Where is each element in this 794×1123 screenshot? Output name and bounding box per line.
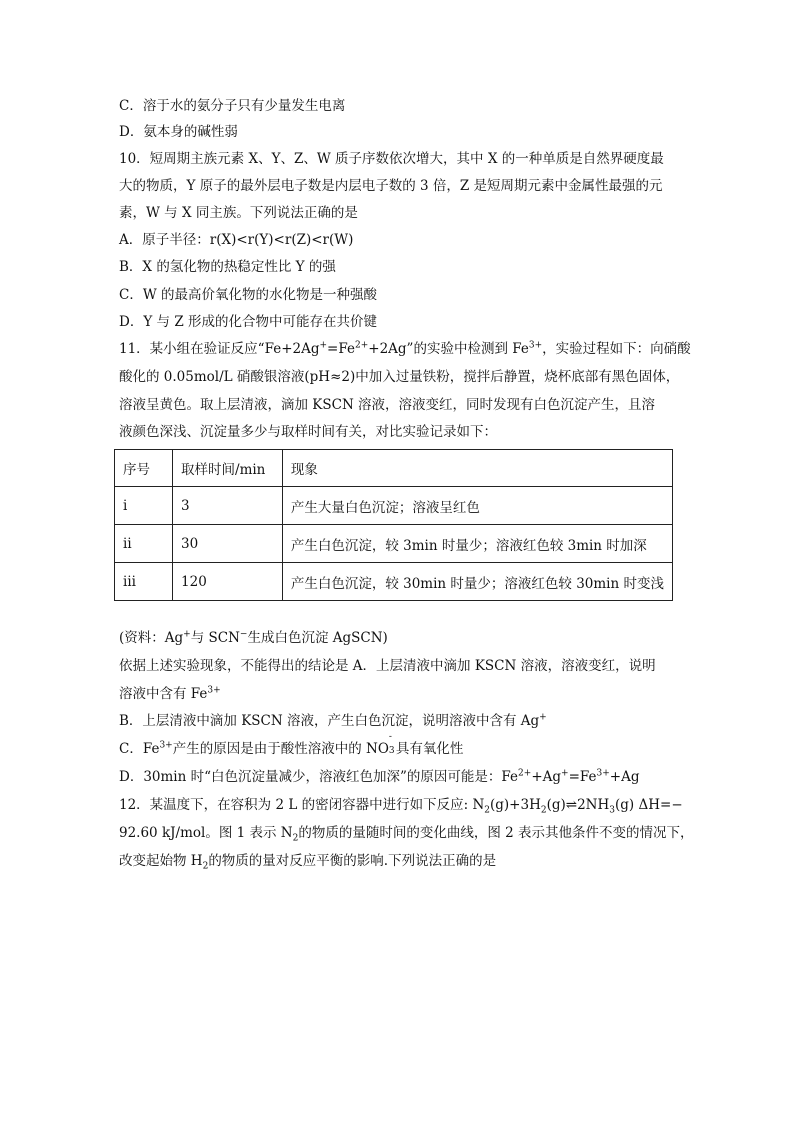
option-text: +Ag xyxy=(531,769,562,785)
superscript: 3+ xyxy=(159,740,173,751)
table-row xyxy=(115,487,673,525)
q12-text: 12．某温度下，在容积为 2 L 的密闭容器中进行如下反应: N xyxy=(119,797,485,813)
q12-stem-line-1 xyxy=(119,796,683,814)
equilibrium-arrow-icon: ⇌ xyxy=(565,797,578,813)
superscript: + xyxy=(319,340,328,351)
superscript: + xyxy=(183,629,191,640)
q10-option-c: C．W 的最高价氧化物的水化物是一种强酸 xyxy=(119,287,377,303)
option-text: 产生的原因是由于酸性溶液中的 NO xyxy=(172,741,389,757)
table-cell: 3 xyxy=(173,487,283,525)
q11-option-c xyxy=(119,732,464,758)
option-text: D．30min 时“白色沉淀量减少，溶液红色加深”的原因可能是：Fe xyxy=(119,769,519,785)
superscript: + xyxy=(539,712,547,723)
nitrate-scripts: - 3 xyxy=(388,732,395,756)
note-text: 与 SCN xyxy=(190,630,240,646)
table-cell: 30 xyxy=(173,525,283,563)
superscript: + xyxy=(561,768,569,779)
option-text: =Fe xyxy=(568,769,597,785)
q12-text: (g) xyxy=(546,797,566,813)
table-row xyxy=(115,563,673,601)
q11-note xyxy=(119,629,388,647)
q11-option-d xyxy=(119,768,639,786)
q12-text: (g) ΔH=− xyxy=(615,797,683,813)
q10-stem-line-2: 大的物质，Y 原子的最外层电子数是内层电子数的 3 倍，Z 是短周期元素中金属性最强的元 xyxy=(119,178,663,194)
option-text: B．上层清液中滴加 KSCN 溶液，产生白色沉淀，说明溶液中含有 Ag xyxy=(119,713,540,729)
superscript: 3+ xyxy=(207,685,221,696)
q12-text: 改变起始物 H xyxy=(119,853,203,869)
q12-text: 92.60 kJ/mol。图 1 表示 N xyxy=(119,825,293,841)
superscript: − xyxy=(239,629,248,640)
table-header-cell: 现象 xyxy=(282,450,672,487)
table-cell: ⅰ xyxy=(115,487,173,525)
table-header-row xyxy=(115,450,673,487)
q12-text: 的物质的量对反应平衡的影响.下列说法正确的是 xyxy=(208,853,497,869)
table-cell: 产生大量白色沉淀；溶液呈红色 xyxy=(282,487,672,525)
superscript: 2+ xyxy=(354,340,369,351)
subscript: 2 xyxy=(484,805,490,816)
experiment-table xyxy=(114,449,673,601)
table-cell: 产生白色沉淀，较 3min 时量少；溶液红色较 3min 时加深 xyxy=(282,525,672,563)
table-cell: 产生白色沉淀，较 30min 时量少；溶液红色较 30min 时变浅 xyxy=(282,563,672,601)
subscript: 2 xyxy=(202,861,209,872)
superscript: 2+ xyxy=(518,768,532,779)
q12-text: (g)+3H xyxy=(490,797,541,813)
table-cell: ⅱ xyxy=(115,525,173,563)
subscript: 2 xyxy=(292,833,299,844)
option-text: 具有氧化性 xyxy=(395,741,464,757)
q12-stem-line-3 xyxy=(119,852,496,870)
option-text: 溶液中含有 Fe xyxy=(119,686,208,702)
q10-option-a: A．原子半径：r(X)<r(Y)<r(Z)<r(W) xyxy=(119,232,354,248)
q10-stem-line-1: 10．短周期主族元素 X、Y、Z、W 质子序数依次增大，其中 X 的一种单质是自然界硬度最 xyxy=(119,151,664,167)
q11-option-a-cont xyxy=(119,685,221,703)
note-text: 生成白色沉淀 AgSCN) xyxy=(247,630,388,646)
note-text: (资料：Ag xyxy=(119,630,184,646)
table-cell: ⅲ xyxy=(115,563,173,601)
q11-option-b xyxy=(119,712,547,730)
q10-option-d: D．Y 与 Z 形成的化合物中可能存在共价键 xyxy=(119,314,377,330)
q11-stem-line-1 xyxy=(119,340,691,358)
q11-text: =Fe xyxy=(327,341,355,357)
table-cell: 120 xyxy=(173,563,283,601)
q11-text: ，实验过程如下：向硝酸 xyxy=(542,341,691,357)
q12-text: 2NH xyxy=(577,797,610,813)
table-row xyxy=(115,525,673,563)
q9-option-d: D．氨本身的碱性弱 xyxy=(119,124,238,140)
option-text: +Ag xyxy=(609,769,640,785)
table-header-cell: 取样时间/min xyxy=(173,450,283,487)
q9-option-c: C．溶于水的氨分子只有少量发生电离 xyxy=(119,98,346,114)
q11-question-line: 依据上述实验现象，不能得出的结论是 A．上层清液中滴加 KSCN 溶液，溶液变红，说明 xyxy=(119,658,656,674)
q11-text: 11．某小组在验证反应“Fe+2Ag xyxy=(119,341,320,357)
table-header-cell: 序号 xyxy=(115,450,173,487)
q12-stem-line-2 xyxy=(119,824,694,842)
q10-option-b: B．X 的氢化物的热稳定性比 Y 的强 xyxy=(119,259,336,275)
superscript: 3+ xyxy=(596,768,610,779)
q11-stem-line-4: 液颜色深浅、沉淀量多少与取样时间有关，对比实验记录如下： xyxy=(119,424,497,440)
subscript: 2 xyxy=(540,805,547,816)
superscript: 3+ xyxy=(528,340,543,351)
subscript: 3 xyxy=(609,805,616,816)
q10-stem-line-3: 素，W 与 X 同主族。下列说法正确的是 xyxy=(119,205,358,221)
option-text: C．Fe xyxy=(119,741,160,757)
q12-text: 的物质的量随时间的变化曲线，图 2 表示其他条件不变的情况下， xyxy=(298,825,694,841)
q11-stem-line-3: 溶液呈黄色。取上层清液，滴加 KSCN 溶液，溶液变红，同时发现有白色沉淀产生，且溶 xyxy=(119,397,656,413)
q11-stem-line-2: 酸化的 0.05mol/L 硝酸银溶液(pH≈2)中加入过量铁粉，搅拌后静置，烧杯底部有黑色固体， xyxy=(119,369,680,385)
q11-text: +2Ag”的实验中检测到 Fe xyxy=(368,341,529,357)
